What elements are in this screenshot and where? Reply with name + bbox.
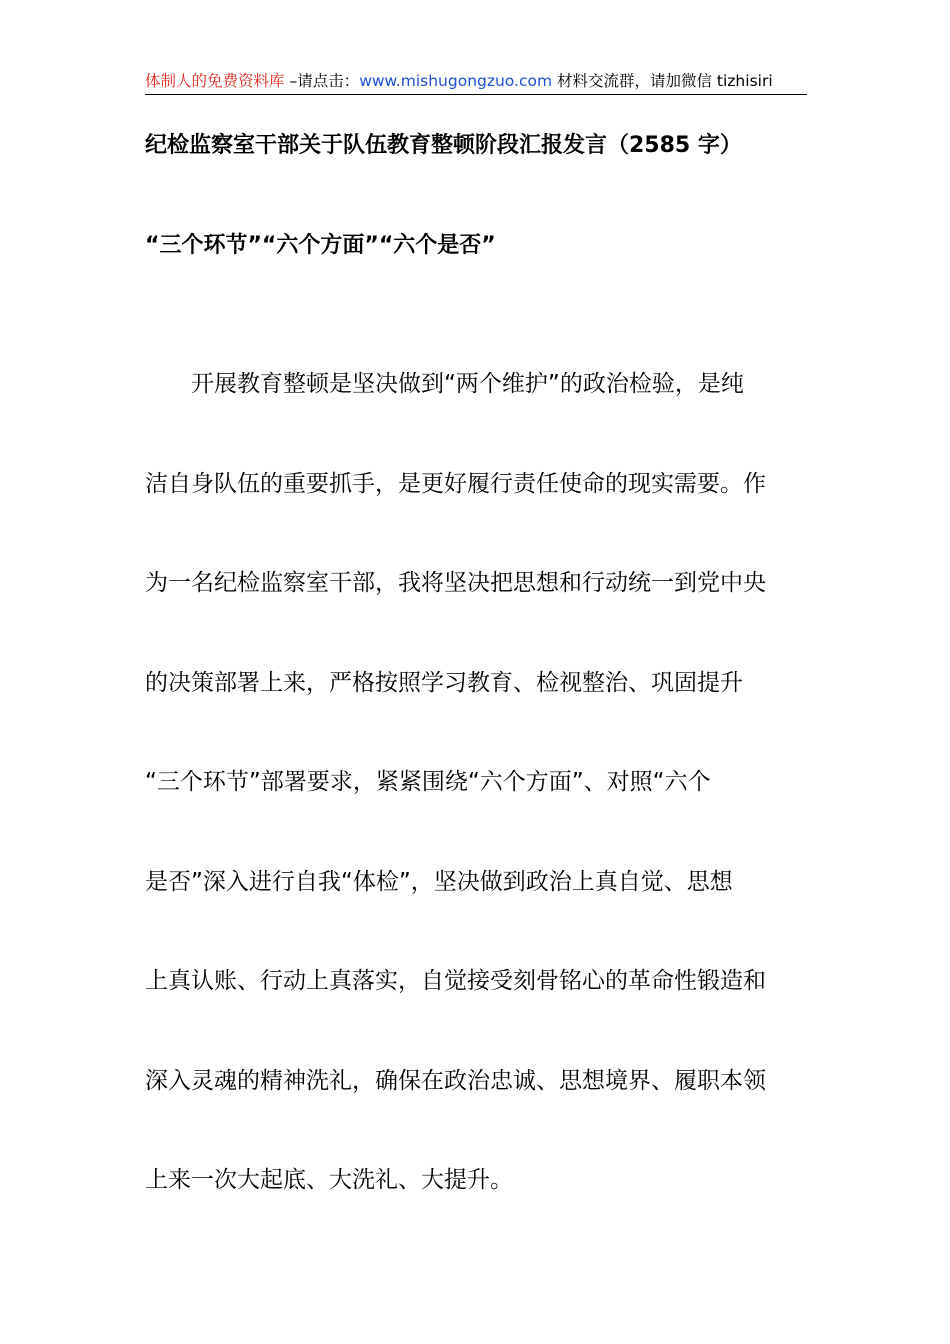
body-line: 深入灵魂的精神洗礼，确保在政治忠诚、思想境界、履职本领 [145,1068,766,1094]
header-brand: 体制人的免费资料库 [145,72,285,90]
body-line: 开展教育整顿是坚决做到“两个维护”的政治检验，是纯 [145,371,744,397]
body-line: “三个环节”部署要求，紧紧围绕“六个方面”、对照“六个 [145,769,711,795]
body-line: 为一名纪检监察室干部，我将坚决把思想和行动统一到党中央 [145,570,766,596]
document-title: 纪检监察室干部关于队伍教育整顿阶段汇报发言（2585 字） [145,133,742,158]
body-line: 的决策部署上来，严格按照学习教育、检视整治、巩固提升 [145,670,743,696]
document-subtitle: “三个环节”“六个方面”“六个是否” [145,233,496,258]
body-line: 上来一次大起底、大洗礼、大提升。 [145,1167,513,1193]
body-line: 洁自身队伍的重要抓手，是更好履行责任使命的现实需要。作 [145,471,766,497]
body-line: 上真认账、行动上真落实，自觉接受刻骨铭心的革命性锻造和 [145,968,766,994]
header-website-link[interactable]: www.mishugongzuo.com [359,72,553,90]
page-header [145,68,807,95]
body-line: 是否”深入进行自我“体检”，坚决做到政治上真自觉、思想 [145,869,733,895]
header-prompt: –请点击： [284,72,360,90]
header-contact-text: 材料交流群，请加微信 tizhisiri [552,72,773,90]
